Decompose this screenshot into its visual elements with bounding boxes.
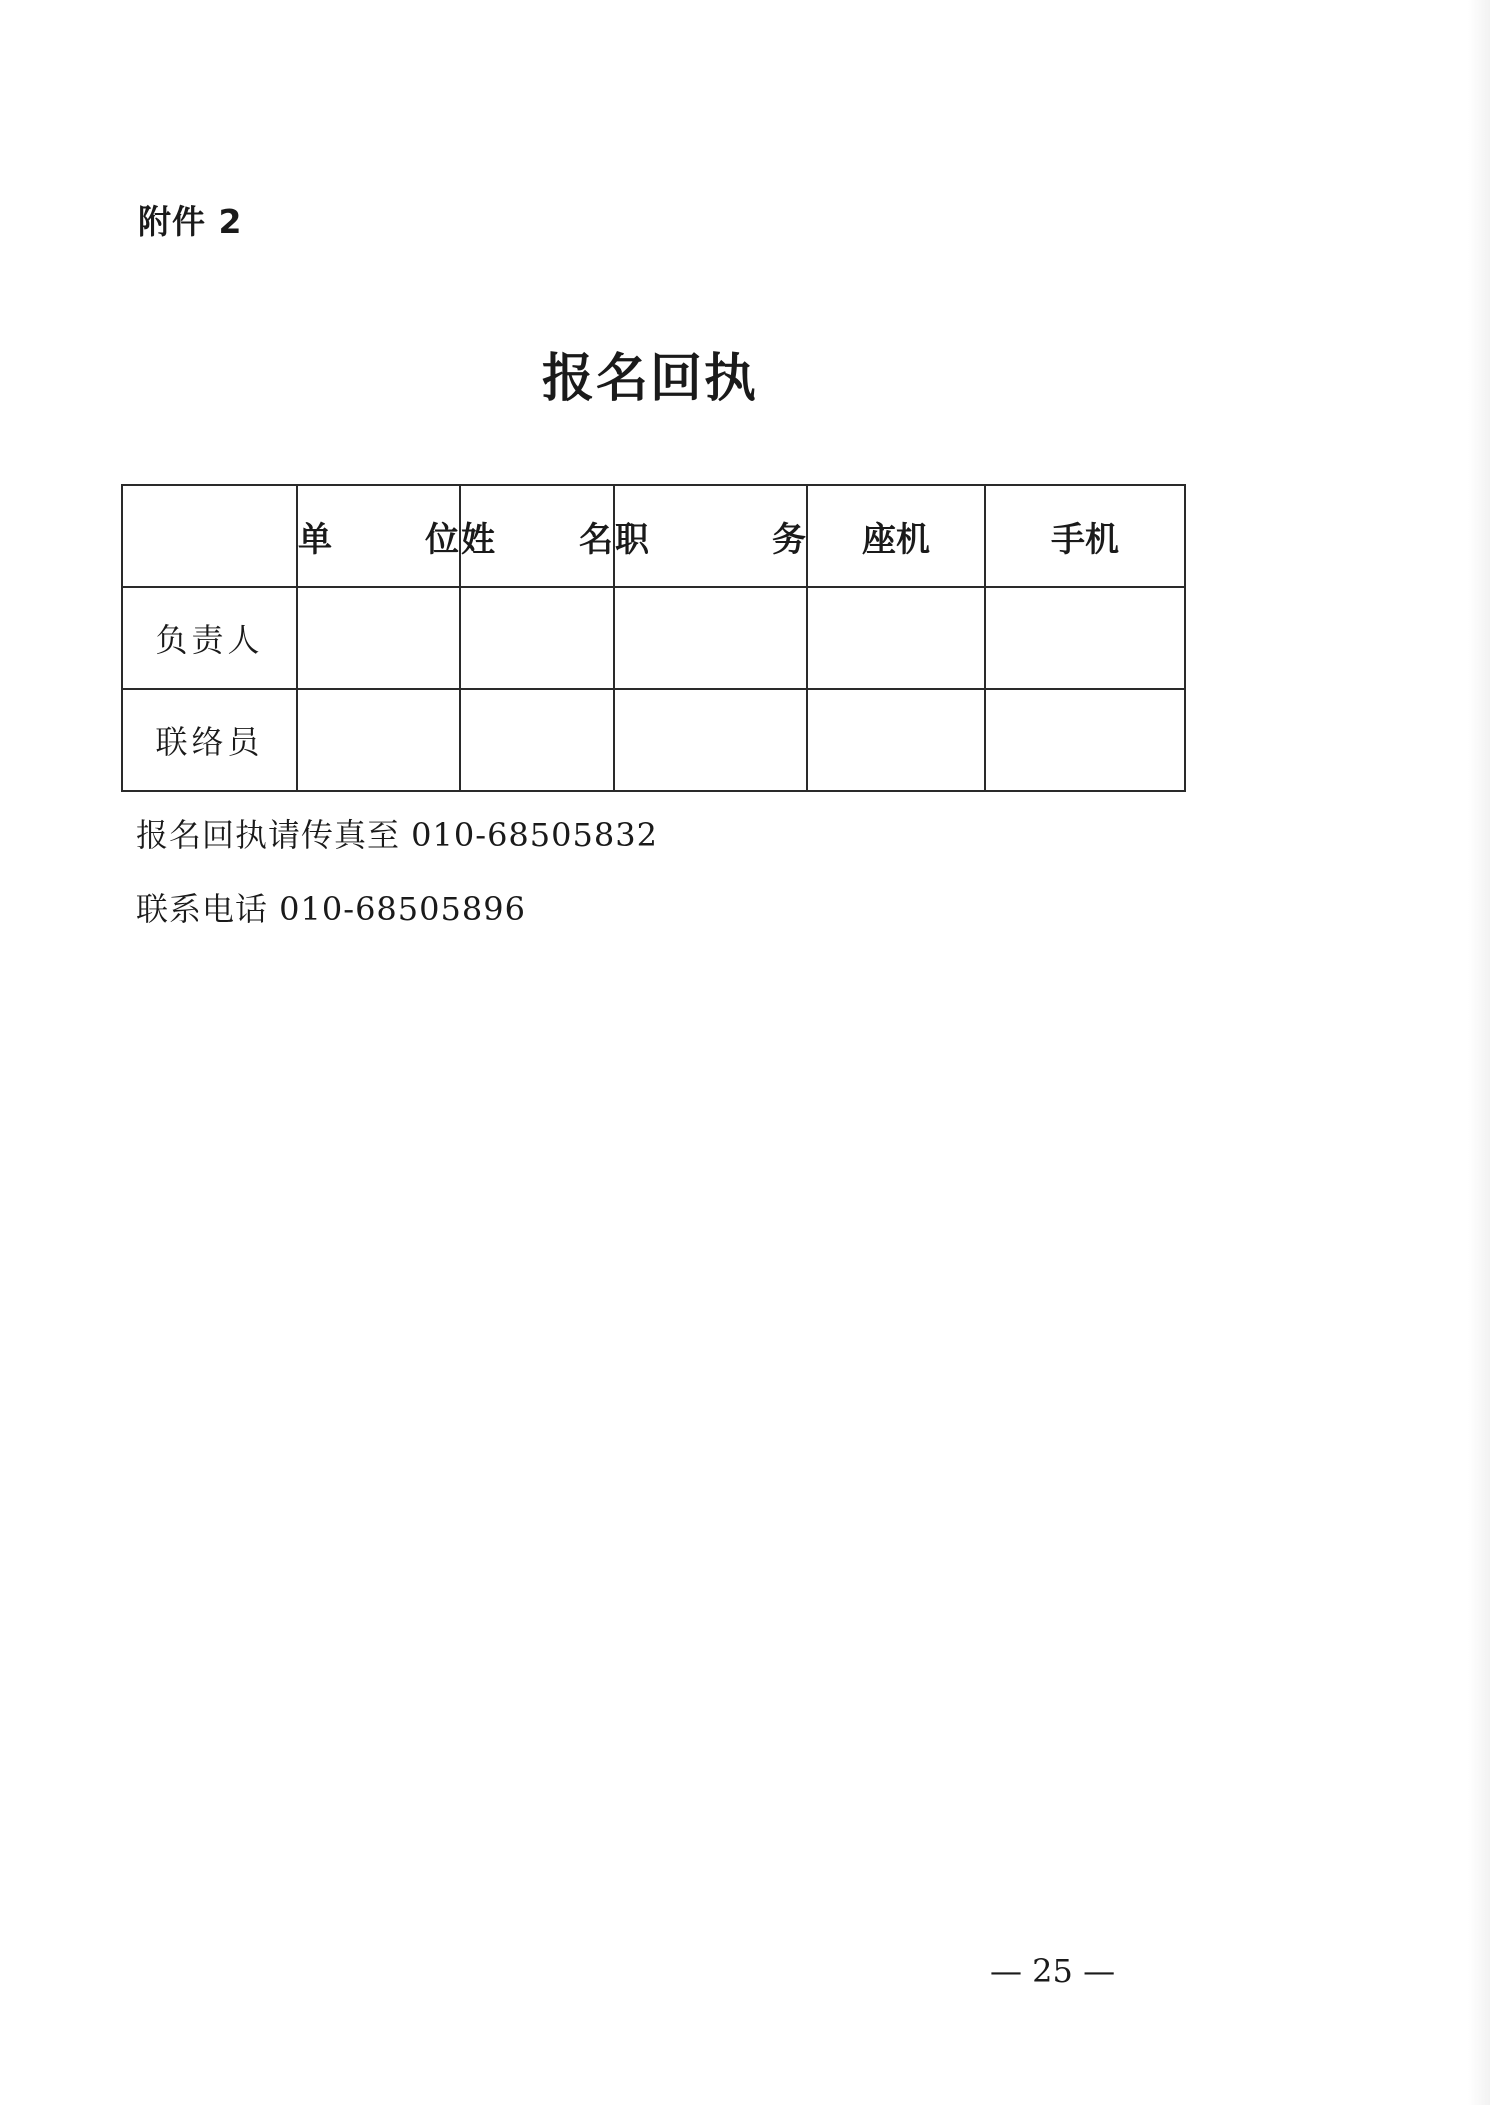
input-cell-unit[interactable] <box>297 689 460 791</box>
input-cell-landline[interactable] <box>807 587 985 689</box>
fax-note: 报名回执请传真至 010-68505832 <box>136 816 658 854</box>
header-cell-unit: 单 位 <box>297 485 460 587</box>
table-row <box>122 587 1185 689</box>
page-edge-shadow <box>1468 0 1490 2105</box>
header-cell-blank <box>122 485 297 587</box>
input-cell-position[interactable] <box>614 587 807 689</box>
row-label-liaison: 联络员 <box>122 689 297 791</box>
table-header-row <box>122 485 1185 587</box>
document-title: 报名回执 <box>541 348 758 409</box>
row-label-responsible: 负责人 <box>122 587 297 689</box>
registration-table <box>121 484 1186 792</box>
input-cell-mobile[interactable] <box>985 689 1185 791</box>
page-number: — 25 — <box>990 1952 1116 1990</box>
input-cell-name[interactable] <box>460 587 614 689</box>
header-cell-mobile: 手机 <box>985 485 1185 587</box>
input-cell-name[interactable] <box>460 689 614 791</box>
header-cell-landline: 座机 <box>807 485 985 587</box>
header-cell-name: 姓 名 <box>460 485 614 587</box>
phone-note: 联系电话 010-68505896 <box>136 890 526 928</box>
header-cell-position: 职 务 <box>614 485 807 587</box>
input-cell-position[interactable] <box>614 689 807 791</box>
attachment-label: 附件 2 <box>138 202 243 241</box>
table-row <box>122 689 1185 791</box>
input-cell-landline[interactable] <box>807 689 985 791</box>
input-cell-mobile[interactable] <box>985 587 1185 689</box>
input-cell-unit[interactable] <box>297 587 460 689</box>
